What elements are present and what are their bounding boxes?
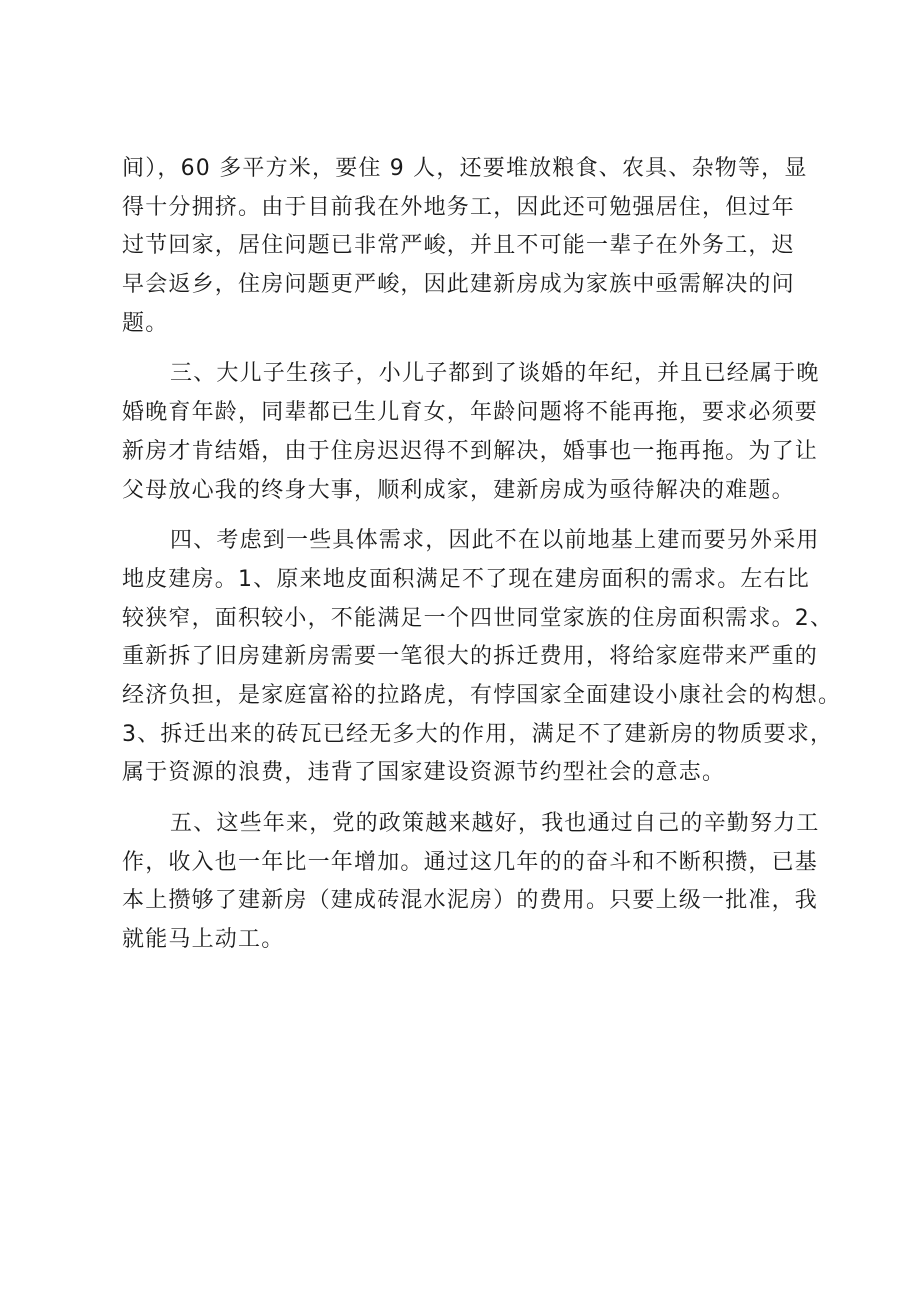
text-line: 三、大儿子生孩子，小儿子都到了谈婚的年纪，并且已经属于晚: [170, 361, 820, 387]
text-line: 新房才肯结婚，由于住房迟迟得不到解决，婚事也一拖再拖。为了让: [122, 438, 819, 464]
text-line: 经济负担，是家庭富裕的拉路虎，有悖国家全面建设小康社会的构想。: [122, 682, 842, 708]
text-line: 五、这些年来，党的政策越来越好，我也通过自己的辛勤努力工: [170, 811, 820, 836]
document-body: [122, 150, 842, 960]
text-line: 重新拆了旧房建新房需要一笔很大的拆迁费用，将给家庭带来严重的: [122, 644, 819, 670]
text-line: 3、拆迁出来的砖瓦已经无多大的作用，满足不了建新房的物质要求，: [122, 721, 834, 747]
paragraph-continuation: [122, 150, 822, 343]
text-line: 本上攒够了建新房（建成砖混水泥房）的费用。只要上级一批准，我: [122, 888, 819, 914]
text-line: 婚晚育年龄，同辈都已生儿育女，年龄问题将不能再拖，要求必须要: [122, 400, 819, 426]
paragraph-point-four: [122, 522, 842, 793]
text-line: 较狭窄，面积较小，不能满足一个四世同堂家族的住房面积需求。2、: [122, 605, 834, 631]
text-line: 题。: [122, 310, 169, 336]
text-line: 早会返乡，住房问题更严峻，因此建新房成为家族中亟需解决的问: [122, 272, 795, 298]
text-line: 间），60 多平方米，要住 9 人，还要堆放粮食、农具、杂物等，显: [122, 156, 808, 181]
text-line: 地皮建房。1、原来地皮面积满足不了现在建房面积的需求。左右比: [122, 566, 810, 592]
text-line: 就能马上动工。: [122, 927, 285, 953]
paragraph-point-three: [122, 355, 822, 510]
text-line: 父母放心我的终身大事，顺利成家，建新房成为亟待解决的难题。: [122, 477, 795, 503]
text-line: 属于资源的浪费，违背了国家建设资源节约型社会的意志。: [122, 760, 726, 786]
text-line: 过节回家，居住问题已非常严峻，并且不可能一辈子在外务工，迟: [122, 233, 795, 259]
text-line: 作，收入也一年比一年增加。通过这几年的的奋斗和不断积攒，已基: [122, 849, 819, 875]
text-line: 四、考虑到一些具体需求，因此不在以前地基上建而要另外采用: [170, 528, 820, 554]
paragraph-point-five: [122, 805, 822, 960]
text-line: 得十分拥挤。由于目前我在外地务工，因此还可勉强居住，但过年: [122, 194, 795, 220]
